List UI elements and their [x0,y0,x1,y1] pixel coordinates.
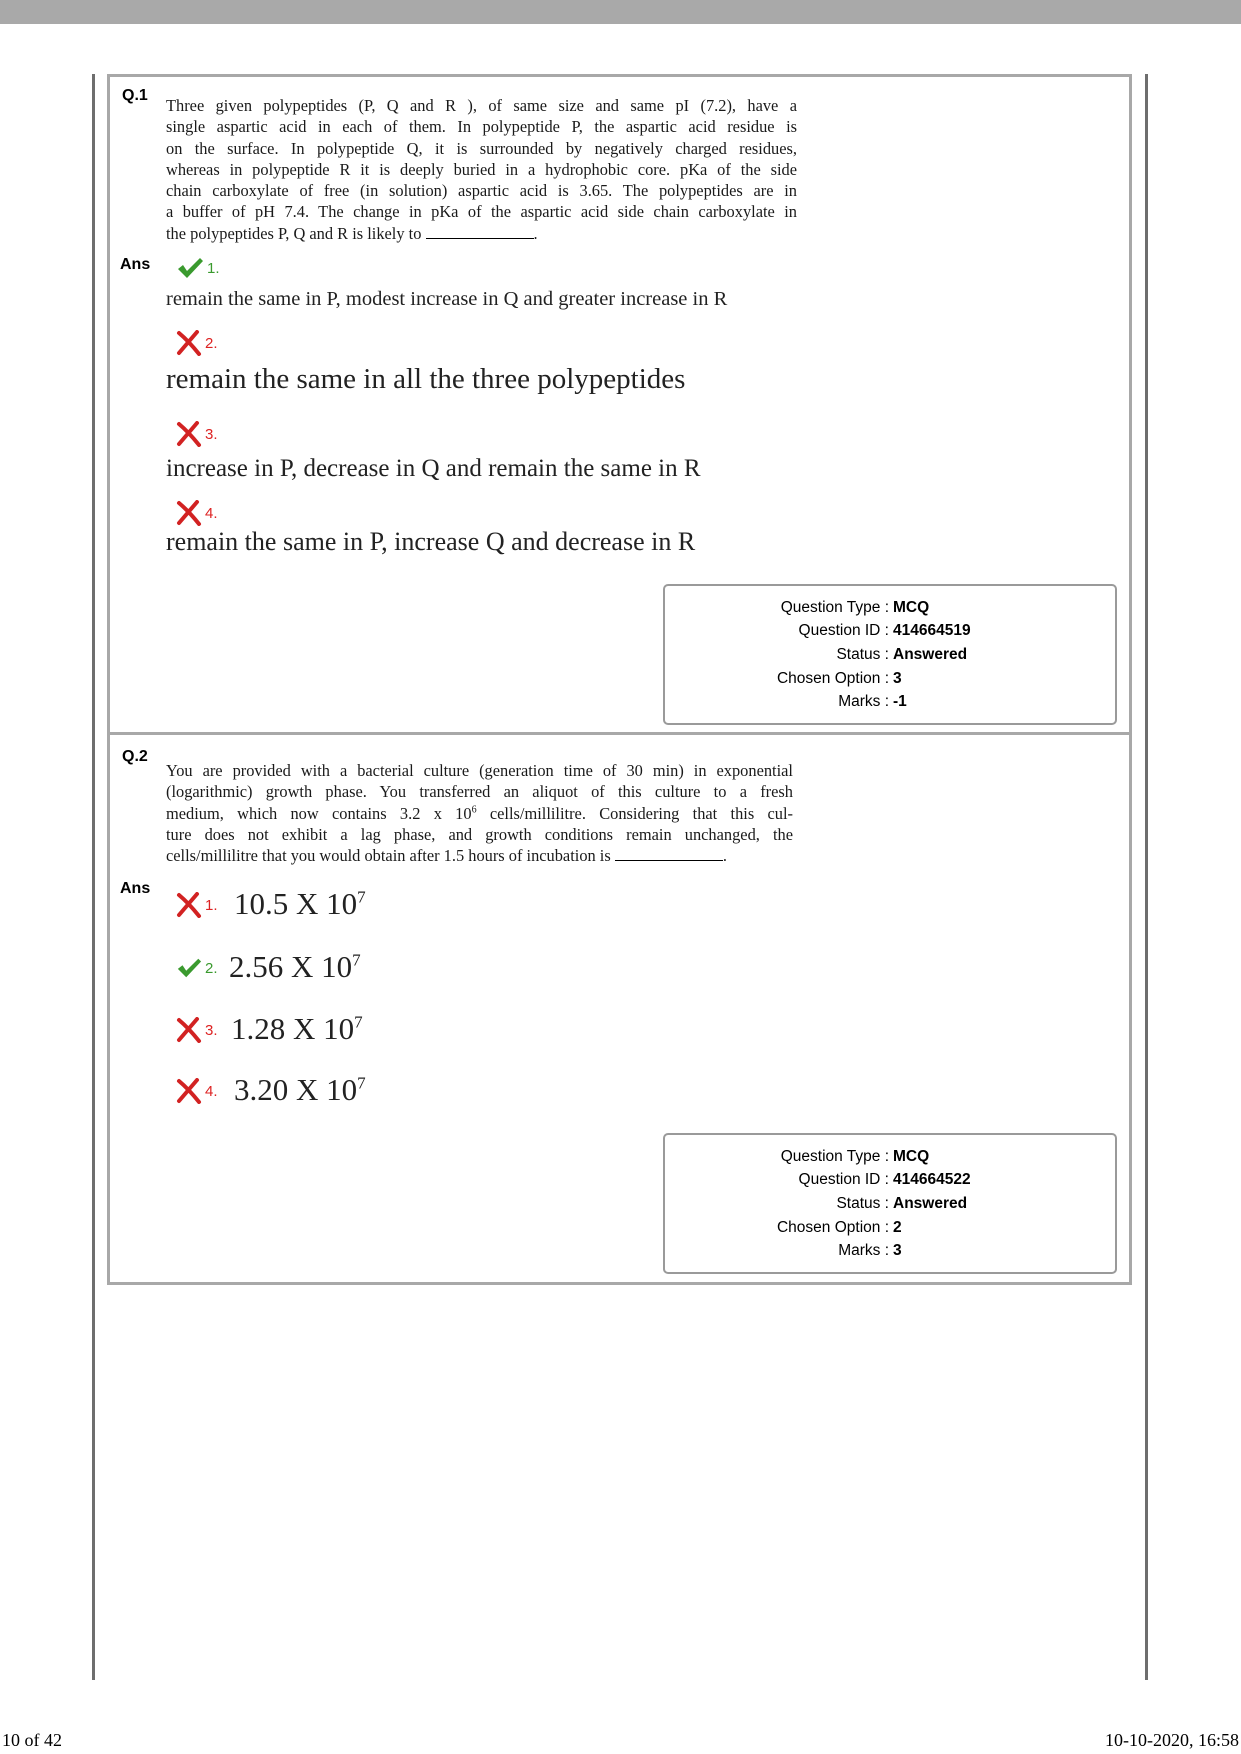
ans-label: Ans [120,880,151,897]
question-info-table [665,1145,971,1263]
question-text-line: the polypeptides P, Q and R is likely to [166,223,422,243]
cross-icon [176,1078,202,1104]
question-info-table [665,596,971,714]
question-text-line: (logarithmic) growth phase. You transferred an aliquot of this culture to a fresh [166,782,793,802]
chosen-option-value: 2 [893,1218,902,1236]
marks-label: Marks : [838,693,889,711]
marks-value: -1 [893,693,907,711]
option-value: 1.28 X 10 [231,1011,355,1046]
option-1-mark [176,256,220,280]
cross-icon [176,330,202,356]
question-text-line-last [166,845,793,866]
cross-icon [176,1017,202,1043]
option-exponent: 7 [354,1012,363,1032]
question-text-line: You are provided with a bacterial culture (generation time of 30 min) in exponential [166,761,793,780]
question-type-value: MCQ [893,598,930,616]
question-text-line-composite [166,803,793,824]
question-text-line-last [166,223,797,244]
question-number: Q.1 [122,87,148,104]
question-text-line: single aspartic acid in each of them. In polypeptide P, the aspartic acid residue is [166,117,797,137]
question-id-label: Question ID : [798,1171,889,1189]
option-3-mark [176,421,218,447]
option-3-text [231,1011,363,1047]
question-type-label: Question Type : [780,598,889,616]
option-value: 3.20 X 10 [234,1072,358,1107]
ans-label: Ans [120,256,151,273]
option-number: 4. [205,1082,218,1100]
question-type-label: Question Type : [780,1147,889,1165]
option-number: 1. [205,896,218,914]
option-number: 4. [205,504,218,522]
question-text-line: chain carboxylate of free (in solution) aspartic acid is 3.65. The polypeptides are in [166,181,797,201]
page-counter: 10 of 42 [2,1730,62,1750]
option-4-text [234,1072,366,1108]
chosen-option-value: 3 [893,669,902,687]
option-4-text: remain the same in P, increase Q and decrease in R [166,527,696,556]
check-icon [176,956,202,980]
option-1-mark [176,892,218,918]
question-text-line: ture does not exhibit a lag phase, and growth conditions remain unchanged, the [166,824,793,844]
status-label: Status : [836,645,889,663]
question-text-end: . [722,846,727,866]
question-id-label: Question ID : [798,622,889,640]
option-number: 3. [205,1021,218,1039]
question-text-line: whereas in polypeptide R it is deeply buried in a hydrophobic core. pKa of the side [166,159,797,179]
marks-value: 3 [893,1242,902,1260]
question-id-value: 414664519 [893,622,971,640]
option-exponent: 7 [357,1073,366,1093]
option-1-text [234,886,366,922]
option-number: 3. [205,425,218,443]
option-value: 2.56 X 10 [229,949,353,984]
page-border-left [92,74,95,1680]
question-text [166,760,793,866]
marks-label: Marks : [838,1242,889,1260]
status-value: Answered [893,1194,968,1212]
option-value: 10.5 X 10 [234,886,358,921]
page-border-right [1145,74,1148,1680]
option-2-mark [176,956,218,980]
cross-icon [176,500,202,526]
exponent: 6 [471,804,477,816]
question-text-line: cells/millilitre. Considering that this cul- [489,803,793,823]
option-3-mark [176,1017,218,1043]
option-4-mark [176,1078,218,1104]
chosen-option-label: Chosen Option : [776,669,889,687]
chosen-option-label: Chosen Option : [776,1218,889,1236]
question-type-value: MCQ [893,1147,930,1165]
question-number: Q.2 [122,748,148,765]
question-text-line: Three given polypeptides (P, Q and R ), of same size and same pI (7.2), have a [166,96,797,115]
option-2-text [229,949,361,985]
cross-icon [176,892,202,918]
print-datetime: 10-10-2020, 16:58 [1105,1730,1239,1750]
option-exponent: 7 [352,950,361,970]
top-bar [0,0,1241,24]
question-info-box [663,1133,1117,1274]
question-text-line: medium, which now contains 3.2 x 10 [166,803,472,823]
status-value: Answered [893,645,968,663]
cross-icon [176,421,202,447]
option-1-text: remain the same in P, modest increase in Q and greater increase in R [166,288,728,310]
option-number: 1. [207,259,220,277]
option-number: 2. [205,334,218,352]
answer-blank [615,848,723,861]
option-number: 2. [205,959,218,977]
question-info-box [663,584,1117,725]
question-text-end: . [533,223,538,243]
option-exponent: 7 [357,887,366,907]
status-label: Status : [836,1194,889,1212]
question-id-value: 414664522 [893,1171,971,1189]
option-3-text: increase in P, decrease in Q and remain the same in R [166,455,701,482]
question-text-line: cells/millilitre that you would obtain after 1.5 hours of incubation is [166,846,611,866]
question-text-line: on the surface. In polypeptide Q, it is surrounded by negatively charged residues, [166,138,797,158]
answer-blank [426,226,534,239]
check-icon [176,256,204,280]
option-2-mark [176,330,218,356]
question-text-line: a buffer of pH 7.4. The change in pKa of the aspartic acid side chain carboxylate in [166,202,797,222]
option-2-text: remain the same in all the three polypeptides [166,363,686,395]
question-text [166,95,797,244]
option-4-mark [176,500,218,526]
